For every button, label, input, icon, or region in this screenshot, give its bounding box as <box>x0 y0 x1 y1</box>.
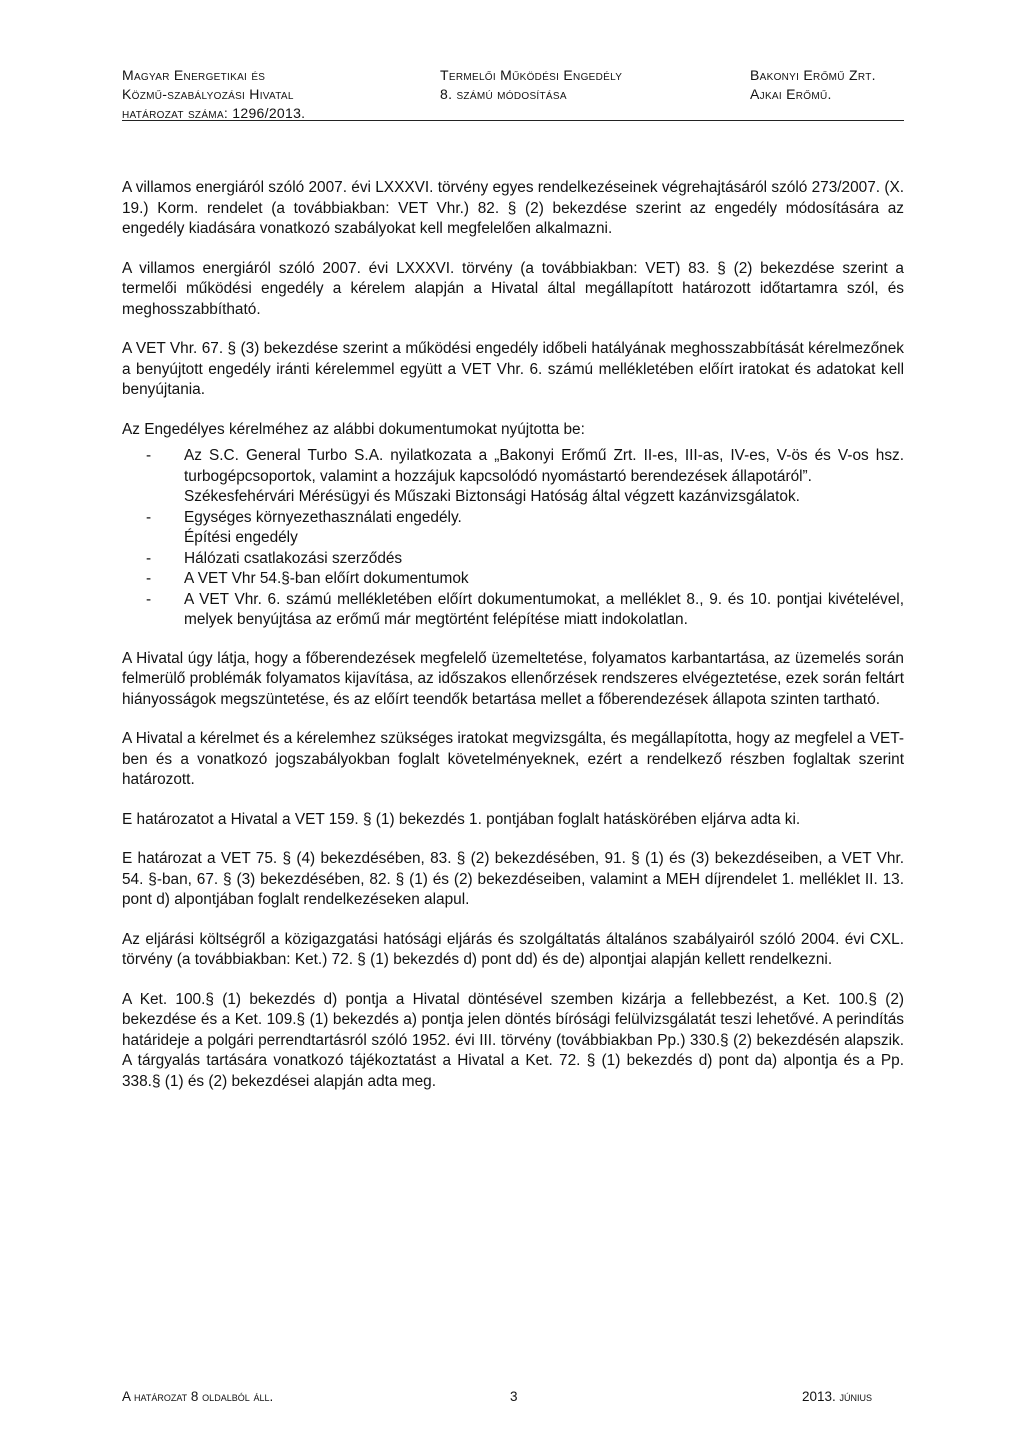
list-item: - Egységes környezethasználati engedély. <box>122 508 904 529</box>
list-item: - A VET Vhr. 6. számú mellékletében előírt dokumentumokat, a melléklet 8., 9. és 10. pontjai kivételével, melyek benyújtása az erőmű már megtörtént felépítése miatt indokolatlan. <box>122 590 904 631</box>
header-plant-name: Ajkai Erőmű. <box>750 86 832 102</box>
paragraph-legal-basis: E határozat a VET 75. § (4) bekezdésében, 83. § (2) bekezdésében, 91. § (1) és (3) bekezdéseiben, a VET Vhr. 54. §-ban, 67. § (3) bekezdésében, 82. § (1) és (2) bekezdéseiben, valamint a MEH díjrendelet 1. melléklet II. 13. pont d) alpontjában foglalt rendelkezéseken alapul. <box>122 850 904 908</box>
header-company <box>750 66 876 104</box>
paragraph-vet-83: A villamos energiáról szóló 2007. évi LXXXVI. törvény (a továbbiakban: VET) 83. § (2) bekezdése szerint a termelői működési engedély a kérelem alapján a Hivatal által megállapított határozott időtartamra szól, és meghosszabbítható. <box>122 259 904 318</box>
list-item: - Hálózati csatlakozási szerződés <box>122 549 904 570</box>
documents-list-intro: Az Engedélyes kérelméhez az alábbi dokumentumokat nyújtotta be: <box>122 420 585 438</box>
header-company-name: Bakonyi Erőmű Zrt. <box>750 67 876 83</box>
header-license-title: Termelői Működési Engedély <box>440 67 623 83</box>
list-item: - Az S.C. General Turbo S.A. nyilatkozata a „Bakonyi Erőmű Zrt. II-es, III-as, IV-es, V-ös és V-os hsz. turbogépcsoportok, valamint a hozzájuk kapcsolódó nyomástartó berendezések állapotáról”. <box>122 446 904 487</box>
paragraph-legal-remedy: A Ket. 100.§ (1) bekezdés d) pontja a Hivatal döntésével szemben kizárja a fellebbezést, a Ket. 100.§ (2) bekezdése és a Ket. 109.§ (1) bekezdés a) pontja jelen döntés bírósági felülvizsgálatát teszi lehetővé. A perindítás határideje a polgári perrendtartásról szóló 1952. évi III. törvény (továbbiakban Pp.) 330.§ (2) bekezdésén alapszik. A tárgyalás tartására vonatkozó tájékoztatást a Hivatal a Ket. 72. § (1) bekezdés d) pont da) alpontja és a Pp. 338.§ (1) és (2) bekezdései alapján adta meg. <box>122 990 904 1090</box>
header-authority-line-2: Közmű-szabályozási Hivatal <box>122 86 294 102</box>
footer-page-number: 3 <box>510 1389 518 1404</box>
header-license-amendment: 8. számú módosítása <box>440 86 567 102</box>
paragraph-competence: E határozatot a Hivatal a VET 159. § (1) bekezdés 1. pontjában foglalt hatáskörében eljárva adta ki. <box>122 810 801 828</box>
footer-date: 2013. június <box>802 1389 873 1404</box>
header-divider <box>122 120 904 121</box>
paragraph-maintenance: A Hivatal úgy látja, hogy a főberendezések megfelelő üzemeltetése, folyamatos karbantartása, az üzemelés során felmerülő problémák folyamatos kijavítása, az időszakos ellenőrzések rendszeres elvégeztetése, ezek során feltárt hiányosságok megszüntetése, és az előírt teendők betartása mellet a főberendezések állapota szinten tartható. <box>122 649 904 708</box>
header-authority-line-1: Magyar Energetikai és <box>122 67 266 83</box>
documents-list <box>122 446 904 631</box>
header-license <box>440 66 622 104</box>
list-item: Székesfehérvári Mérésügyi és Műszaki Biztonsági Hatóság által végzett kazánvizsgálatok. <box>184 488 800 505</box>
header-authority <box>122 66 305 123</box>
list-item: - A VET Vhr 54.§-ban előírt dokumentumok <box>122 569 904 590</box>
paragraph-review: A Hivatal a kérelmet és a kérelemhez szükséges iratokat megvizsgálta, és megállapította, hogy az megfelel a VET-ben és a vonatkozó jogszabályokban foglalt követelményeknek, ezért a rendelkező részben foglaltak szerint határozott. <box>122 730 904 788</box>
list-item: Építési engedély <box>184 529 298 546</box>
paragraph-vet-vhr-82: A villamos energiáról szóló 2007. évi LXXXVI. törvény egyes rendelkezéseinek végrehajtásáról szóló 273/2007. (X. 19.) Korm. rendelet (a továbbiakban: VET Vhr.) 82. § (2) bekezdése szerint az engedély módosítására az engedély kiadására vonatkozó szabályokat kell megfelelően alkalmazni. <box>122 179 904 237</box>
document-body <box>122 178 904 1111</box>
paragraph-vet-vhr-67: A VET Vhr. 67. § (3) bekezdése szerint a működési engedély időbeli hatályának meghosszabbítását kérelmezőnek a benyújtott engedély iránti kérelemmel együtt a VET Vhr. 6. számú mellékletében előírt iratokat és adatokat kell benyújtania. <box>122 340 904 398</box>
paragraph-procedural-costs: Az eljárási költségről a közigazgatási hatósági eljárás és szolgáltatás általános szabályairól szóló 2004. évi CXL. törvény (a továbbiakban: Ket.) 72. § (1) bekezdés d) pont dd) és de) alpontjai alapján kellett rendelkezni. <box>122 930 904 968</box>
header-decision-number: határozat száma: 1296/2013. <box>122 105 306 121</box>
footer-page-count: A határozat 8 oldalból áll. <box>122 1389 274 1404</box>
